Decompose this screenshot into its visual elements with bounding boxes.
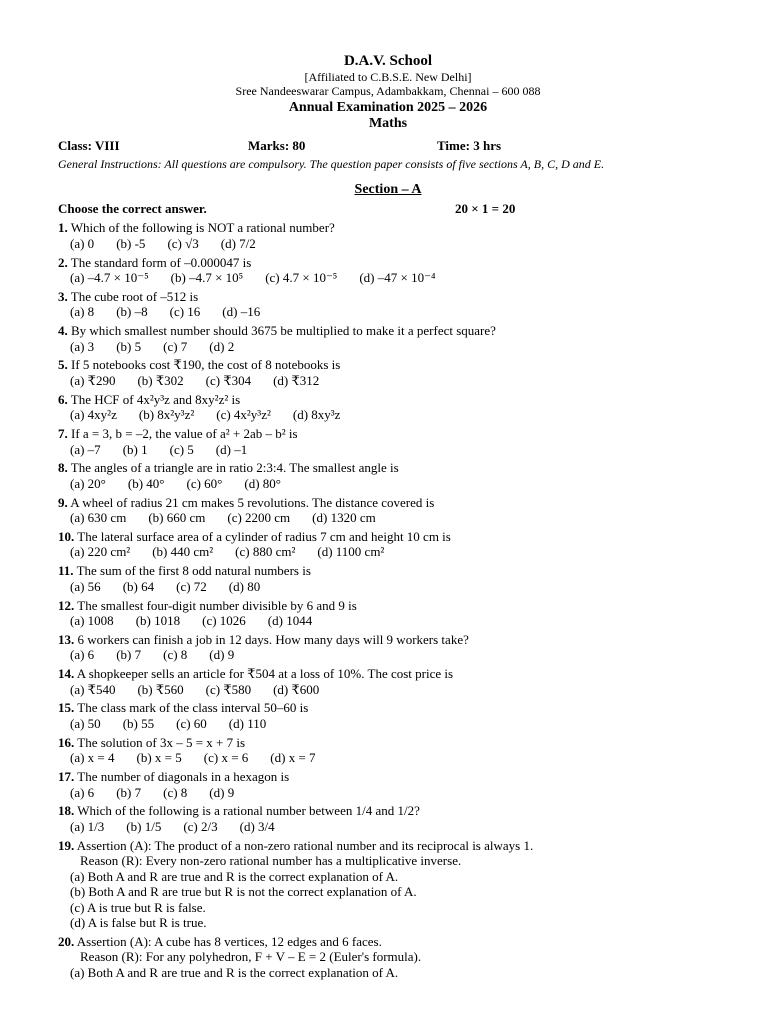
option: (c) 60° (186, 475, 223, 491)
question-number: 7. (58, 426, 68, 442)
question-options (58, 304, 718, 320)
question-text: The HCF of 4x²y³z and 8xy²z² is (70, 391, 241, 407)
question-item (58, 255, 718, 286)
question-number: 16. (58, 734, 75, 750)
option: (d) ₹312 (273, 372, 320, 388)
option: (c) 8 (163, 647, 188, 663)
question-number: 5. (58, 357, 68, 373)
time-label: Time: 3 hrs (437, 138, 502, 153)
option: (a) 1/3 (70, 818, 105, 834)
marks-label: Marks: 80 (248, 138, 306, 153)
option: (c) 880 cm² (235, 544, 296, 560)
question-text: 6 workers can finish a job in 12 days. How many days will 9 workers take? (77, 631, 469, 647)
question-stem (58, 735, 718, 751)
question-text: The smallest four-digit number divisible by 6 and 9 is (77, 597, 357, 613)
question-paper (58, 52, 718, 980)
option: (c) 1026 (202, 613, 246, 629)
option: (d) –47 × 10⁻⁴ (359, 270, 436, 286)
question-options (58, 613, 718, 629)
question-text: By which smallest number should 3675 be multiplied to make it a perfect square? (71, 323, 496, 339)
option: (c) ₹580 (205, 681, 252, 697)
reason-text: Reason (R): Every non-zero rational number has a multiplicative inverse. (80, 853, 462, 869)
question-item (58, 460, 718, 491)
question-stem (58, 769, 718, 785)
question-stem (58, 255, 718, 271)
option: (a) 4xy²z (70, 407, 117, 423)
question-options (58, 785, 718, 801)
option: (d) –1 (215, 441, 248, 457)
question-stem (58, 803, 718, 819)
option: (c) 4x²y³z² (216, 407, 271, 423)
option: (a) Both A and R are true and R is the correct explanation of A. (70, 964, 399, 980)
option: (c) 2200 cm (227, 510, 291, 526)
question-item (58, 769, 718, 800)
address: Sree Nandeeswarar Campus, Adambakkam, Chennai – 600 088 (235, 84, 541, 98)
question-stem (58, 426, 718, 442)
option: (a) 56 (70, 578, 101, 594)
question-stem (58, 392, 718, 408)
question-number: 15. (58, 700, 75, 716)
option: (b) 660 cm (148, 510, 206, 526)
question-text: The solution of 3x – 5 = x + 7 is (77, 734, 246, 750)
question-options (58, 682, 718, 698)
option: (c) x = 6 (203, 750, 249, 766)
option: (b) 8x²y³z² (138, 407, 195, 423)
question-text: If a = 3, b = –2, the value of a² + 2ab – b² is (71, 426, 298, 442)
question-options (58, 407, 718, 423)
option: (a) 6 (70, 784, 95, 800)
option: (b) 1 (122, 441, 148, 457)
option: (c) 5 (169, 441, 194, 457)
question-number: 9. (58, 494, 68, 510)
option: (a) x = 4 (70, 750, 115, 766)
option: (c) √3 (167, 235, 199, 251)
option: (d) 1320 cm (312, 510, 376, 526)
question-number: 13. (58, 631, 75, 647)
question-text: The standard form of –0.000047 is (70, 254, 252, 270)
option: (a) ₹540 (70, 681, 116, 697)
option: (d) ₹600 (273, 681, 320, 697)
option: (b) 7 (116, 647, 142, 663)
question-number: 10. (58, 528, 75, 544)
question-item (58, 323, 718, 354)
question-text: Which of the following is a rational number between 1/4 and 1/2? (77, 803, 420, 819)
question-item (58, 495, 718, 526)
option: (a) 1008 (70, 613, 114, 629)
assertion-reason-item (58, 838, 718, 931)
option: (b) Both A and R are true but R is not the correct explanation of A. (70, 884, 417, 900)
option: (b) 40° (127, 475, 165, 491)
question-item (58, 220, 718, 251)
option: (c) 2/3 (183, 818, 218, 834)
question-options (58, 750, 718, 766)
exam-title: Annual Examination 2025 – 2026 (288, 100, 488, 115)
question-item (58, 563, 718, 594)
question-number: 12. (58, 597, 75, 613)
assertion-stem (58, 838, 718, 854)
question-stem (58, 666, 718, 682)
option: (b) -5 (116, 235, 146, 251)
question-number: 17. (58, 769, 75, 785)
option: (b) x = 5 (136, 750, 182, 766)
question-stem (58, 529, 718, 545)
option: (a) 50 (70, 715, 101, 731)
question-item (58, 357, 718, 388)
question-number: 14. (58, 666, 75, 682)
question-number: 6. (58, 391, 68, 407)
question-options (58, 544, 718, 560)
option: (d) 80 (228, 578, 261, 594)
assertion-text: Assertion (A): The product of a non-zero rational number and its reciprocal is always 1. (76, 837, 534, 853)
question-options (58, 339, 718, 355)
option: (b) –4.7 × 10⁵ (170, 270, 244, 286)
option: (c) ₹304 (205, 372, 252, 388)
reason-text: Reason (R): For any polyhedron, F + V – E = 2 (Euler's formula). (80, 949, 422, 965)
option: (b) ₹302 (137, 372, 184, 388)
question-stem (58, 289, 718, 305)
question-number: 3. (58, 288, 68, 304)
option: (d) 8xy³z (292, 407, 341, 423)
question-text: The angles of a triangle are in ratio 2:3:4. The smallest angle is (70, 460, 399, 476)
option: (d) 9 (209, 784, 235, 800)
question-stem (58, 323, 718, 339)
question-item (58, 700, 718, 731)
question-stem (58, 700, 718, 716)
question-text: The lateral surface area of a cylinder of radius 7 cm and height 10 cm is (77, 528, 451, 544)
class-label: Class: VIII (58, 138, 120, 153)
question-stem (58, 220, 718, 236)
affiliation: [Affiliated to C.B.S.E. New Delhi] (304, 70, 472, 84)
option: (a) 630 cm (70, 510, 127, 526)
option: (d) 9 (209, 647, 235, 663)
option: (d) x = 7 (270, 750, 316, 766)
question-item (58, 735, 718, 766)
option: (d) 1044 (267, 613, 313, 629)
assertion-text: Assertion (A): A cube has 8 vertices, 12 edges and 6 faces. (76, 933, 382, 949)
question-stem (58, 495, 718, 511)
question-text: The cube root of –512 is (70, 288, 199, 304)
option: (c) 72 (176, 578, 207, 594)
question-stem (58, 357, 718, 373)
option: (d) 80° (244, 475, 281, 491)
option: (d) 2 (209, 338, 235, 354)
option: (a) 8 (70, 304, 95, 320)
question-options (58, 442, 718, 458)
option: (c) 4.7 × 10⁻⁵ (265, 270, 338, 286)
question-item (58, 632, 718, 663)
option: (a) 6 (70, 647, 95, 663)
option: (a) 0 (70, 235, 95, 251)
subject: Maths (368, 116, 408, 131)
assertion-reason-item (58, 934, 718, 981)
question-options (58, 510, 718, 526)
question-stem (58, 632, 718, 648)
question-number: 2. (58, 254, 68, 270)
option: (d) 3/4 (239, 818, 275, 834)
option: (d) –16 (222, 304, 261, 320)
option: (a) ₹290 (70, 372, 116, 388)
question-item (58, 598, 718, 629)
question-number: 18. (58, 803, 75, 819)
option: (c) A is true but R is false. (70, 899, 206, 915)
question-text: A wheel of radius 21 cm makes 5 revolutions. The distance covered is (70, 494, 435, 510)
question-number: 20. (58, 933, 75, 949)
option: (c) 8 (163, 784, 188, 800)
option: (b) 55 (122, 715, 155, 731)
question-text: Which of the following is NOT a rational number? (70, 220, 335, 236)
question-options (58, 270, 718, 286)
question-number: 1. (58, 220, 68, 236)
exam-meta (58, 138, 718, 154)
question-text: The sum of the first 8 odd natural numbers is (76, 563, 311, 579)
option: (a) 20° (70, 475, 106, 491)
question-stem (58, 598, 718, 614)
option: (a) –4.7 × 10⁻⁵ (70, 270, 149, 286)
question-text: A shopkeeper sells an article for ₹504 at a loss of 10%. The cost price is (76, 666, 454, 682)
question-number: 11. (58, 563, 74, 579)
question-item (58, 803, 718, 834)
question-text: If 5 notebooks cost ₹190, the cost of 8 notebooks is (71, 357, 341, 373)
option: (b) ₹560 (137, 681, 184, 697)
question-options (58, 579, 718, 595)
question-item (58, 426, 718, 457)
option: (d) 110 (228, 715, 267, 731)
option: (b) 64 (122, 578, 155, 594)
option: (b) 440 cm² (152, 544, 214, 560)
question-number: 4. (58, 323, 68, 339)
option: (b) 5 (116, 338, 142, 354)
option: (a) 220 cm² (70, 544, 131, 560)
question-text: The number of diagonals in a hexagon is (77, 769, 290, 785)
question-options (58, 716, 718, 732)
question-item (58, 529, 718, 560)
question-options (58, 647, 718, 663)
option: (b) 7 (116, 784, 142, 800)
option: (a) –7 (70, 441, 101, 457)
section-prompt-row (58, 201, 718, 217)
option: (c) 7 (163, 338, 188, 354)
question-options (58, 373, 718, 389)
option: (b) 1018 (135, 613, 181, 629)
question-stem (58, 460, 718, 476)
question-item (58, 666, 718, 697)
section-title: Section – A (354, 182, 422, 197)
question-stem (58, 563, 718, 579)
option: (c) 60 (176, 715, 207, 731)
section-marks: 20 × 1 = 20 (455, 201, 516, 216)
question-text: The class mark of the class interval 50–60 is (77, 700, 309, 716)
option: (d) 1100 cm² (317, 544, 385, 560)
question-number: 19. (58, 837, 75, 853)
general-instructions: General Instructions: All questions are compulsory. The question paper consists of five sections A, B, C, D and E. (58, 157, 605, 171)
option: (d) A is false but R is true. (70, 915, 207, 931)
option: (a) Both A and R are true and R is the correct explanation of A. (70, 868, 399, 884)
question-options (58, 476, 718, 492)
option: (b) 1/5 (126, 818, 162, 834)
question-item (58, 392, 718, 423)
question-options (58, 236, 718, 252)
question-list (58, 220, 718, 834)
school-name: D.A.V. School (343, 53, 433, 69)
option: (d) 7/2 (220, 235, 256, 251)
option: (c) 16 (169, 304, 201, 320)
section-prompt: Choose the correct answer. (58, 201, 207, 216)
question-number: 8. (58, 460, 68, 476)
option: (b) –8 (116, 304, 148, 320)
assertion-stem (58, 934, 718, 950)
assertion-list (58, 838, 718, 981)
question-options (58, 819, 718, 835)
question-item (58, 289, 718, 320)
option: (a) 3 (70, 338, 95, 354)
